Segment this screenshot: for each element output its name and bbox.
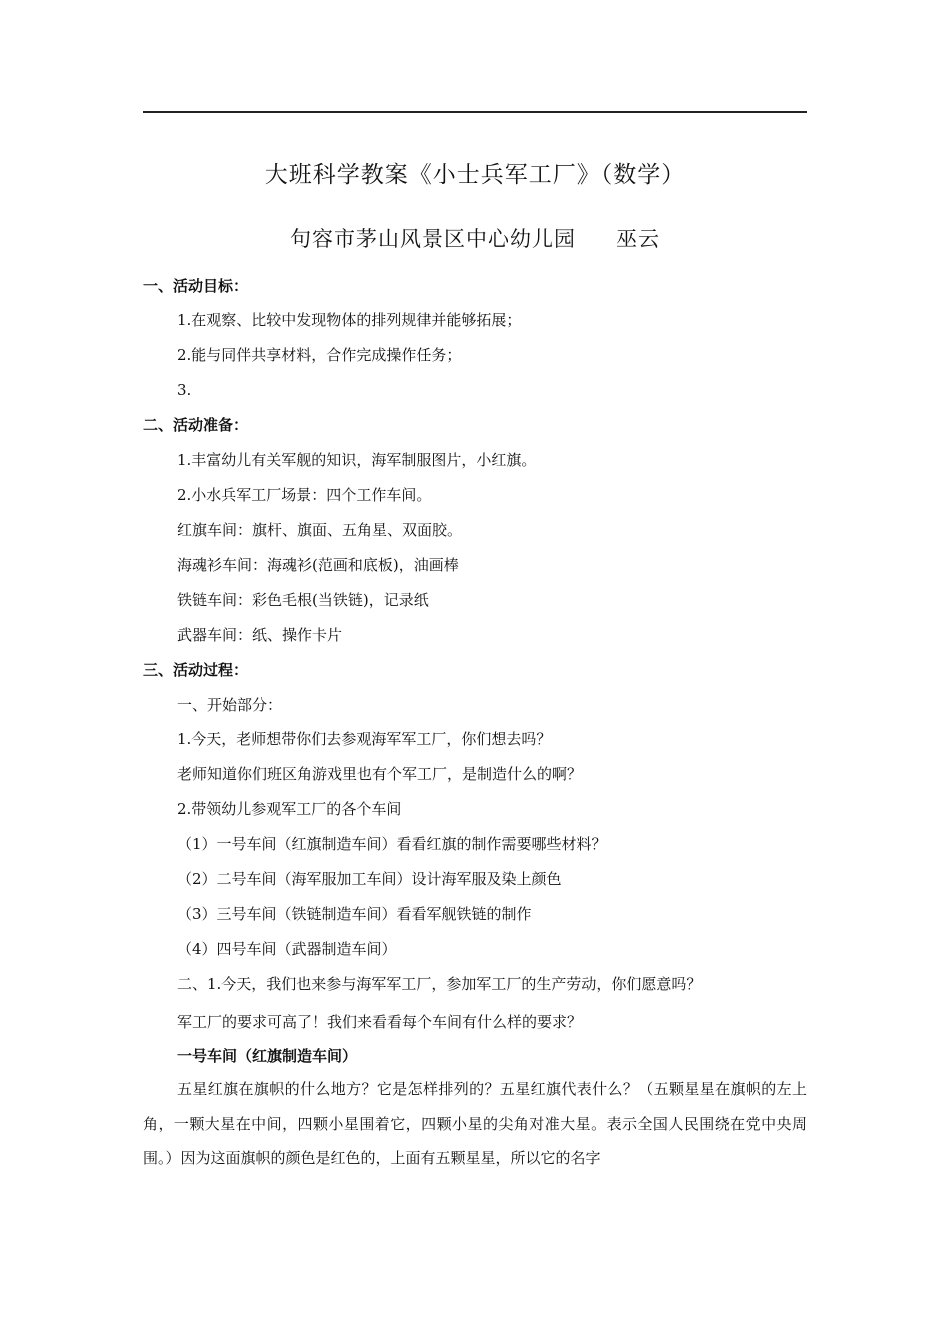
process-item: 军工厂的要求可高了！我们来看看每个车间有什么样的要求？ [177,1013,583,1031]
author-name: 巫云 [616,227,660,251]
process-heading: 三、活动过程： [143,661,249,679]
prep-item: 2.小水兵军工厂场景：四个工作车间。 [177,486,432,504]
process-item: （3）三号车间（铁链制造车间）看看军舰铁链的制作 [177,905,532,923]
header-rule [143,111,807,113]
prep-item: 武器车间：纸、操作卡片 [177,626,343,644]
process-item: 老师知道你们班区角游戏里也有个军工厂，是制造什么的啊？ [177,765,583,783]
goal-item: 1.在观察、比较中发现物体的排列规律并能够拓展； [177,311,522,329]
process-item: 一、开始部分： [177,696,283,714]
workshop1-heading: 一号车间（红旗制造车间） [177,1047,358,1065]
document-title: 大班科学教案《小士兵军工厂》（数学） [264,162,686,188]
prep-item: 铁链车间：彩色毛根(当铁链)，记录纸 [177,591,429,609]
goal-item: 2.能与同伴共享材料，合作完成操作任务； [177,346,462,364]
prep-heading: 二、活动准备： [143,416,249,434]
process-item: 1.今天，老师想带你们去参观海军军工厂，你们想去吗？ [177,730,552,748]
prep-item: 红旗车间：旗杆、旗面、五角星、双面胶。 [177,521,463,539]
process-item: 2.带领幼儿参观军工厂的各个车间 [177,800,402,818]
process-item: （1）一号车间（红旗制造车间）看看红旗的制作需要哪些材料？ [177,835,607,853]
author-organization: 句容市茅山风景区中心幼儿园 [290,227,576,251]
prep-item: 1.丰富幼儿有关军舰的知识，海军制服图片，小红旗。 [177,451,537,469]
goals-heading: 一、活动目标： [143,277,249,295]
workshop1-paragraph: 五星红旗在旗帜的什么地方？它是怎样排列的？五星红旗代表什么？（五颗星星在旗帜的左上角，一颗大星在中间，四颗小星围着它，四颗小星的尖角对准大星。表示全国人民围绕在党中央周围。）因为这面旗帜的颜色是红色的，上面有五颗星星，所以它的名字 [143,1080,807,1167]
prep-item: 海魂衫车间：海魂衫(范画和底板)，油画棒 [177,556,459,574]
goal-item: 3. [177,381,192,399]
process-item: （2）二号车间（海军服加工车间）设计海军服及染上颜色 [177,870,562,888]
process-item: （4）四号车间（武器制造车间） [177,940,397,958]
process-item: 二、1.今天，我们也来参与海军军工厂，参加军工厂的生产劳动，你们愿意吗？ [177,975,702,993]
document-author-line [0,223,950,253]
